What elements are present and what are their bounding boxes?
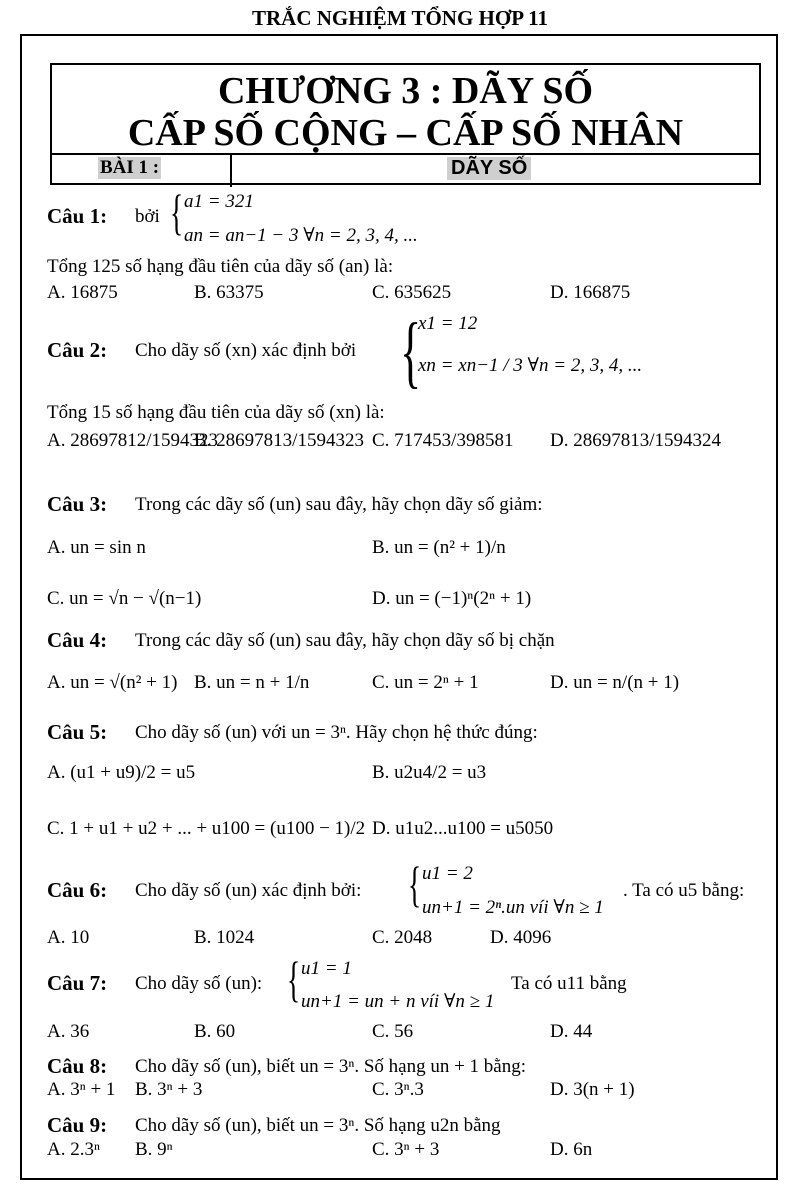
- question-label: Câu 1:: [47, 204, 108, 228]
- option-c: C. un = √n − √(n−1): [47, 588, 202, 609]
- question-label: Câu 3:: [47, 492, 108, 516]
- option-a: A. 28697812/1594323: [47, 430, 218, 451]
- option-c: C. 56: [372, 1021, 414, 1042]
- system-line-1: a1 = 321: [184, 191, 254, 212]
- option-c: C. 2048: [372, 927, 433, 948]
- question-prompt: Tổng 15 số hạng đầu tiên của dãy số (xn) là:: [47, 402, 385, 423]
- question-label: Câu 9:: [47, 1113, 108, 1137]
- brace-symbol: {: [287, 951, 301, 1007]
- option-d: D. un = (−1)ⁿ(2ⁿ + 1): [372, 588, 532, 609]
- question-prompt: Tổng 125 số hạng đầu tiên của dãy số (an) là:: [47, 256, 394, 277]
- option-b: B. un = (n² + 1)/n: [372, 537, 506, 558]
- system-line-1: x1 = 12: [418, 313, 478, 334]
- question-label: Câu 4:: [47, 628, 108, 652]
- question-tail: . Ta có u5 bằng:: [623, 880, 745, 901]
- question-prompt: Trong các dãy số (un) sau đây, hãy chọn dãy số bị chặn: [135, 630, 555, 651]
- chapter-box: [50, 63, 761, 185]
- option-b: B. 63375: [194, 282, 264, 303]
- option-a: A. 16875: [47, 282, 118, 303]
- question-prompt: Cho dãy số (un) với un = 3ⁿ. Hãy chọn hệ thức đúng:: [135, 722, 538, 743]
- question-prompt: Cho dãy số (un), biết un = 3ⁿ. Số hạng un + 1 bằng:: [135, 1056, 527, 1077]
- option-c: C. 3ⁿ.3: [372, 1079, 424, 1100]
- question-prompt: Cho dãy số (un), biết un = 3ⁿ. Số hạng u2n bằng: [135, 1115, 501, 1136]
- option-a: A. 36: [47, 1021, 90, 1042]
- option-a: A. (u1 + u9)/2 = u5: [47, 762, 196, 783]
- question-label: Câu 2:: [47, 338, 108, 362]
- option-d: D. 3(n + 1): [550, 1079, 635, 1100]
- lesson-label: BÀI 1 :: [100, 157, 160, 178]
- option-a: A. 2.3ⁿ: [47, 1139, 100, 1160]
- system-line-1: u1 = 1: [301, 958, 352, 979]
- option-b: B. 3ⁿ + 3: [135, 1079, 203, 1100]
- question-label: Câu 8:: [47, 1054, 108, 1078]
- option-d: D. 28697813/1594324: [550, 430, 721, 451]
- option-a: A. un = √(n² + 1): [47, 672, 178, 693]
- system-line-2: un+1 = un + n víi ∀n ≥ 1: [301, 991, 495, 1012]
- option-d: D. 166875: [550, 282, 631, 303]
- option-b: B. 28697813/1594323: [194, 430, 364, 451]
- option-d: D. 4096: [490, 927, 552, 948]
- chapter-subtitle: CẤP SỐ CỘNG – CẤP SỐ NHÂN: [127, 112, 684, 154]
- option-a: A. 3ⁿ + 1: [47, 1079, 116, 1100]
- question-prompt: Trong các dãy số (un) sau đây, hãy chọn dãy số giảm:: [135, 494, 543, 515]
- system-line-2: an = an−1 − 3 ∀n = 2, 3, 4, ...: [184, 225, 418, 246]
- system-line-2: un+1 = 2ⁿ.un víi ∀n ≥ 1: [422, 897, 604, 918]
- system-line-2: xn = xn−1 / 3 ∀n = 2, 3, 4, ...: [418, 355, 643, 376]
- brace-symbol: {: [408, 856, 422, 912]
- question-label: Câu 7:: [47, 971, 108, 995]
- question-intro: Cho dãy số (un) xác định bởi:: [135, 880, 362, 901]
- option-c: C. 3ⁿ + 3: [372, 1139, 440, 1160]
- system-line-1: u1 = 2: [422, 863, 473, 884]
- option-b: B. 1024: [194, 927, 255, 948]
- document-title: TRẮC NGHIỆM TỔNG HỢP 11: [252, 6, 548, 30]
- option-d: D. u1u2...u100 = u5050: [372, 818, 554, 839]
- lesson-row: [52, 153, 759, 187]
- chapter-title: CHƯƠNG 3 : DÃY SỐ: [217, 70, 594, 112]
- question-intro: Cho dãy số (xn) xác định bởi: [135, 340, 357, 361]
- option-c: C. 635625: [372, 282, 452, 303]
- option-b: B. u2u4/2 = u3: [372, 762, 487, 783]
- option-c: C. 717453/398581: [372, 430, 514, 451]
- lesson-divider: [230, 155, 232, 187]
- question-intro: Cho dãy số (un):: [135, 973, 263, 994]
- option-d: D. 44: [550, 1021, 593, 1042]
- option-a: A. 10: [47, 927, 90, 948]
- option-d: D. 6n: [550, 1139, 593, 1160]
- option-a: A. un = sin n: [47, 537, 146, 558]
- option-c: C. un = 2ⁿ + 1: [372, 672, 479, 693]
- question-label: Câu 6:: [47, 878, 108, 902]
- option-b: B. un = n + 1/n: [194, 672, 310, 693]
- option-b: B. 9ⁿ: [135, 1139, 173, 1160]
- question-intro: bởi: [135, 206, 160, 227]
- option-b: B. 60: [194, 1021, 236, 1042]
- brace-symbol: {: [170, 184, 184, 240]
- option-d: D. un = n/(n + 1): [550, 672, 680, 693]
- brace-symbol: {: [400, 308, 422, 396]
- option-c: C. 1 + u1 + u2 + ... + u100 = (u100 − 1)/2: [47, 818, 366, 839]
- question-tail: Ta có u11 bằng: [511, 973, 627, 994]
- lesson-name: DÃY SỐ: [447, 157, 531, 180]
- question-label: Câu 5:: [47, 720, 108, 744]
